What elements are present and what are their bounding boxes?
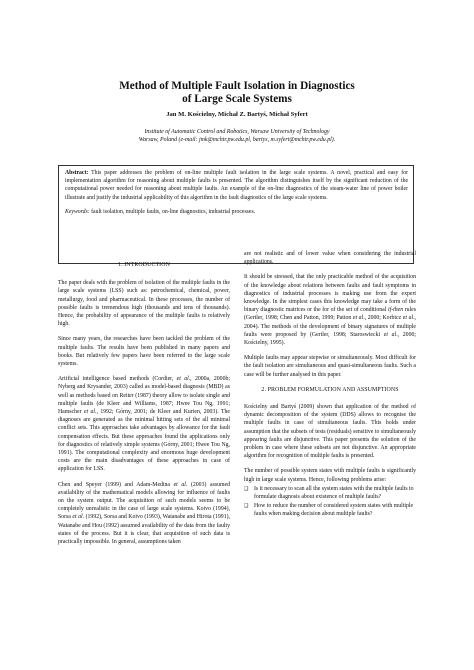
intro-paragraph-4 xyxy=(58,481,230,547)
italic-run: et al xyxy=(383,331,397,338)
intro-paragraph-1: The paper deals with the problem of isolation of the multiple faults in the large scale systems (LSS) such as: petrochemical, chemical, power, metallurgy, food and pharmaceutical. In these processes, the number of possible faults is tremendous high (thousands and tens of thousands). Hence, the probability of appearance of the multiple faults is relatively high. xyxy=(58,280,230,328)
keywords-label: Keywords: xyxy=(65,208,90,215)
abstract-label: Abstract: xyxy=(65,170,89,176)
text-run: . (1992), Sorsa and Koivo (1993), Watanabe and Hirota (1991), Watanabe and Hou (1992) assumed availability of the data from the faulty states of the process. But it is clear, that acquisition of such data is practically impossible. In general, assumptions taken xyxy=(58,514,230,546)
italic-run: et al xyxy=(83,409,96,416)
right-column xyxy=(244,250,416,520)
abstract-text: This paper addresses the problem of on-line multiple fault isolation in the large scale systems. A novel, practical and easy for implementation algorithm for reasoning about multiple faults is presented. The algorithm distinguishes itself by the significant reduction of the computational power needed for reasoning about multiple faults. An example of the on-line diagnostics of the steam-water line of power boiler illustrate and justify the industrial applicability of this algorithm in the fault diagnostics of the large scale systems. xyxy=(65,170,408,201)
keywords-text: fault isolation, multiple faults, on-line diagnostics, industrial processes. xyxy=(89,208,256,215)
keywords-paragraph xyxy=(65,208,408,216)
text-run: Artificial intelligence based methods (Cordier, xyxy=(58,376,177,383)
intro-paragraph-3 xyxy=(58,375,230,473)
bullet-item-1 xyxy=(244,485,416,501)
paper-title-line-2: of Large Scale Systems xyxy=(182,93,292,105)
text-run: Chen and Speyer (1999) and Adam-Medina xyxy=(58,481,174,488)
text-run: ., 2000; Korbicz xyxy=(363,315,403,322)
text-run: ., 2000; Kościelny, 1995). xyxy=(244,331,416,347)
bullet-item-2 xyxy=(244,502,416,518)
text-run: ., 1992; Górny, 2001; de Kleer and Kurien, 2003). The diagnoses are generated as the minimal hitting sets of the all minimal conflict sets. This approaches take advantages by allowance for the fault compensation effects. But these approaches found the applications only for diagnostics of relatively simple systems (Górny, 2001; Hwee Tou Ng, 1991). The computational complexity and enormous huge development costs are the main disadvantages of these approaches in case of application for LSS. xyxy=(58,409,230,473)
text-run: rules (Gertler, 1998; Chen and Patton, 1999; Patton xyxy=(244,307,416,322)
italic-run: et al xyxy=(173,481,186,488)
affiliation-line-1: Institute of Automatic Control and Robotics, Warsaw University of Technology xyxy=(144,129,330,135)
section-2-paragraph-1: Kościelny and Bartyś (2009) shown that application of the method of dynamic decomposition of the system (DDS) allows to recognise the multiple faults in case of simultaneous faults. This holds under assumption that the subsets of tests (residuals) sensitive to simultaneously appearing faults are disjunctive. This paper presents the solution of the problem in case where these subsets are not disjunctive. An appropriate algorithm for recognition of multiple faults is presented. xyxy=(244,404,416,460)
paper-title-line-1: Method of Multiple Fault Isolation in Diagnostics xyxy=(119,80,355,92)
author-list: Jan M. Kościelny, Michał Z. Bartyś, Michał Syfert xyxy=(166,111,308,118)
text-run: It should be stressed, that the only practicable method of the acquisition of the knowledge about relations between faults and fault symptoms in diagnostics of industrial processes is making use from the expert knowledge. In the simplest cases this knowledge may take a form of the binary diagnostic matrices or the for of the set of conditional xyxy=(244,274,416,314)
section-1-heading: 1. INTRODUCTION xyxy=(118,262,170,268)
bullet-text: Is it necessary to scan all the system states with the multiple faults to formulate diagnosis about existence of multiple faults? xyxy=(254,485,414,501)
section-2-paragraph-2: The number of possible system states with multiple faults is significantly high in large scale systems. Hence, following problems arise: xyxy=(244,468,416,483)
bullet-text: How to reduce the number of considered system states with multiple faults when making decision about multiple faults? xyxy=(254,503,414,518)
intro-paragraph-2: Since many years, the researches have been tackled the problem of the multiple faults. The results have been published in many papers and books. But relatively few papers have been referred to the large scale systems. xyxy=(58,336,230,368)
italic-run: if-then xyxy=(387,307,404,314)
right-paragraph-1 xyxy=(244,273,416,347)
text-run: . (2003) assumed availability of the mathematical models allowing for influence of faults on the system output. The acquisition of such models seems to be completely unrealistic in the case of large scale systems. Koivo (1994), Sorsa xyxy=(58,481,230,521)
right-paragraph-0: are not realistic and of lower value when considering the industrial applications. xyxy=(244,251,416,266)
affiliation-line-2: Warsaw, Poland (e-mail: jmk@mchtr.pw.edu.pl, bartys, m.syfert@mchtr.pw.edu.pl). xyxy=(138,137,336,143)
text-run: ., 2004). The methods of the development of binary signatures of multiple faults were proposed by (Gertler, 1998; Staroswiecki xyxy=(244,315,416,338)
left-column xyxy=(58,261,230,553)
right-paragraph-2: Multiple faults may appear stepwise or simultaneously. Most difficult for the fault isolation are simultaneous and quasi-simultaneous faults. Such a case will be further analysed in this paper. xyxy=(244,355,416,378)
italic-run: et al xyxy=(176,376,189,383)
affiliation xyxy=(0,128,474,144)
text-run: ., 2000a, 2000b; Nyberg and Krysander, 2003) called as model-based diagnosis (MBD) as well as methods based on Reiter (1987) theory allow to isolate single and multiple faults (de Kleer and Williams, 1987; Hwee Tou Ng, 1991; Hamscher xyxy=(58,376,230,416)
section-2-heading: 2. PROBLEM FORMULATION AND ASSUMPTIONS xyxy=(261,386,399,393)
checkbox-bullet-icon: ❑ xyxy=(244,503,249,510)
abstract-paragraph xyxy=(65,169,408,202)
italic-run: et al xyxy=(352,315,364,322)
italic-run: et al xyxy=(72,514,83,521)
checkbox-bullet-icon: ❑ xyxy=(244,485,249,492)
paper-title xyxy=(0,80,474,106)
italic-run: et al xyxy=(402,315,414,322)
